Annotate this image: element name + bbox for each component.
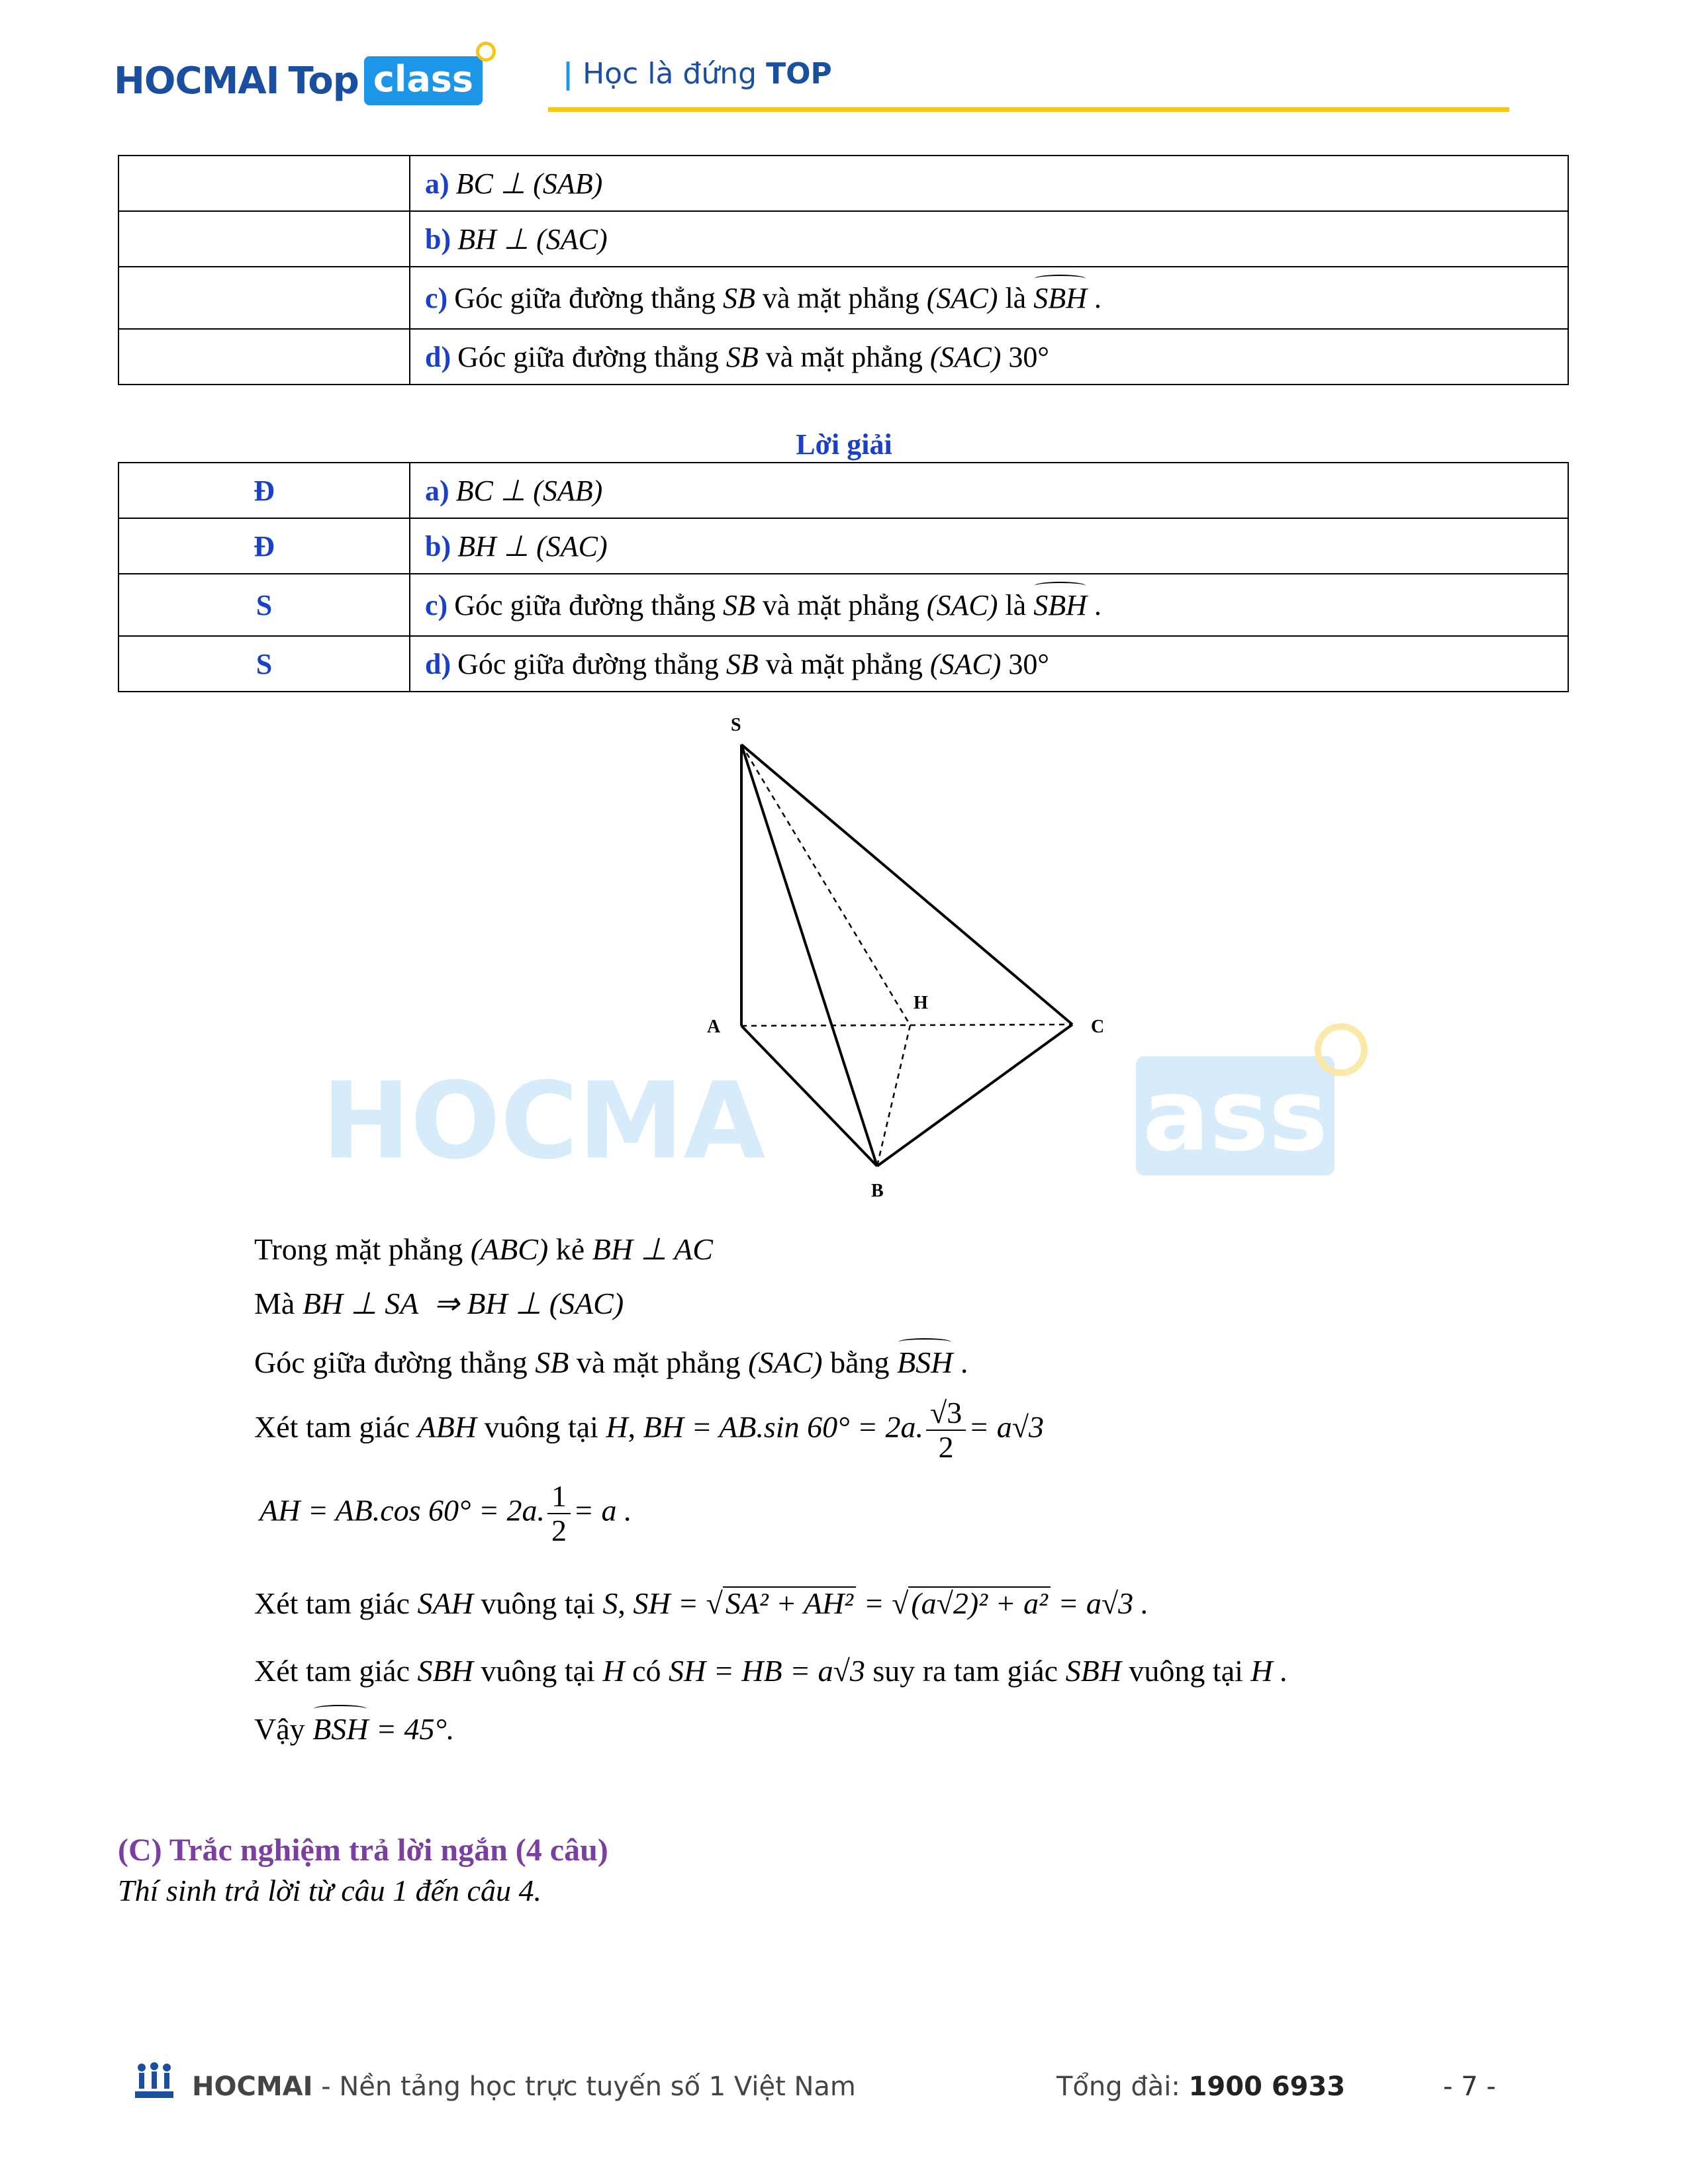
statement-text: và mặt phẳng [762, 588, 919, 621]
step-text: vuông tại [481, 1654, 595, 1688]
step-text: Mà [254, 1287, 295, 1320]
math: = [863, 1586, 884, 1620]
math: ABH [417, 1410, 477, 1444]
brand-class-text: class [373, 58, 474, 100]
slogan [563, 57, 832, 91]
watermark-text: HOCMA [322, 1059, 766, 1183]
statement-text: Góc giữa đường thẳng [457, 340, 719, 373]
statement-label: c) [425, 281, 448, 314]
math: AH = AB.cos 60° [259, 1493, 471, 1527]
statement-text: BH ⊥ (SAC) [457, 222, 608, 255]
math-sb: SB [722, 281, 755, 314]
step-text: Trong mặt phẳng [254, 1232, 463, 1266]
table-row [118, 463, 1568, 518]
solution-title: Lời giải [796, 428, 892, 461]
solution-table [118, 462, 1569, 692]
denominator: 2 [938, 1430, 954, 1464]
slogan-prefix: Học là đứng [583, 57, 757, 91]
hotline-number: 1900 6933 [1188, 2071, 1346, 2102]
math-sac: (SAC) [929, 340, 1002, 373]
statement-cell [410, 518, 1568, 574]
step-4 [254, 1396, 1044, 1464]
numerator: 1 [547, 1480, 571, 1514]
step-2 [254, 1285, 624, 1321]
step-text: Xét tam giác [254, 1654, 410, 1688]
math: H [602, 1654, 625, 1688]
math: SBH [417, 1654, 473, 1688]
brand-logo [114, 54, 483, 107]
statement-text: BC ⊥ (SAB) [455, 474, 603, 507]
statement-label: a) [425, 474, 449, 507]
footer-left [192, 2071, 856, 2102]
footer-brand-link[interactable]: HOCMAI [192, 2071, 313, 2102]
statement-cell [410, 329, 1568, 385]
watermark-badge-text: ass [1143, 1058, 1328, 1173]
statement-label: b) [425, 529, 451, 563]
math-sac: (SAC) [929, 647, 1002, 680]
sqrt-content: (a√2)² + a² [908, 1586, 1051, 1619]
step-text: vuông tại [484, 1410, 598, 1444]
statement-cell [410, 463, 1568, 518]
statement-text: và mặt phẳng [765, 340, 923, 373]
statement-text: Góc giữa đường thẳng [454, 281, 716, 314]
math: BH ⊥ AC [592, 1232, 713, 1266]
math-angle: BSH [312, 1712, 369, 1746]
point-label-a: A [707, 1017, 721, 1037]
math: SBH [1065, 1654, 1121, 1688]
statement-cell [410, 267, 1568, 329]
table-row [118, 211, 1568, 267]
step-8 [254, 1711, 454, 1747]
math-angle: BSH [897, 1345, 953, 1379]
point-label-b: B [871, 1181, 884, 1201]
page-number: - 7 - [1443, 2071, 1496, 2102]
brand-class [364, 56, 483, 105]
brand-top: Top [288, 59, 359, 103]
section-title: (C) Trắc nghiệm trả lời ngắn (4 câu) [118, 1833, 608, 1868]
statement-text: . [1094, 588, 1102, 621]
point-label-s: S [731, 715, 741, 735]
statement-cell [410, 636, 1568, 692]
statement-text: . [1094, 281, 1102, 314]
math-sac: (SAC) [926, 588, 998, 621]
statement-text: và mặt phẳng [765, 647, 923, 680]
math: SH = HB = a√3 [668, 1654, 865, 1688]
section-subtitle: Thí sinh trả lời từ câu 1 đến câu 4. [118, 1874, 541, 1907]
statement-text: BH ⊥ (SAC) [457, 529, 608, 563]
mark-cell: Đ [118, 463, 410, 518]
step-text: kẻ [555, 1232, 585, 1266]
edge-sh-hidden [741, 745, 910, 1025]
math-sb: SB [722, 588, 755, 621]
statement-text: Góc giữa đường thẳng [457, 647, 719, 680]
step-text: bằng [830, 1345, 890, 1379]
step-text: vuông tại [481, 1586, 595, 1620]
math: = 2a. [478, 1493, 545, 1527]
edge-sb [741, 745, 877, 1166]
step-text: suy ra tam giác [872, 1654, 1058, 1688]
statement-label: b) [425, 222, 451, 255]
math-angle: SBH [1033, 281, 1087, 314]
slogan-bold: TOP [766, 57, 832, 91]
statement-text: và mặt phẳng [762, 281, 919, 314]
mark-cell [118, 156, 410, 211]
statement-label: d) [425, 340, 451, 373]
edge-bc [877, 1024, 1072, 1166]
statement-text: là [1005, 588, 1027, 621]
math-sb: SB [726, 340, 759, 373]
statement-text: BC ⊥ (SAB) [455, 167, 603, 200]
mark-cell [118, 267, 410, 329]
watermark-badge [1136, 1056, 1335, 1175]
watermark-sun-icon [1315, 1023, 1368, 1076]
point-label-c: C [1091, 1017, 1105, 1037]
statement-label: d) [425, 647, 451, 680]
step-6: Xét tam giác SAH vuông tại S, SH = √SA² + AH² = √(a√2)² + a² = a√3 . [254, 1586, 1149, 1620]
math: = a√3 [968, 1410, 1045, 1444]
mark-cell [118, 211, 410, 267]
math: = 45°. [375, 1712, 455, 1746]
table-row [118, 156, 1568, 211]
point-label-h: H [914, 993, 928, 1013]
step-text: Xét tam giác [254, 1586, 410, 1620]
step-text: . [960, 1345, 968, 1379]
statement-text: Góc giữa đường thẳng [454, 588, 716, 621]
header-underline [548, 107, 1509, 112]
step-7 [254, 1653, 1288, 1688]
edge-ac-hidden [741, 1024, 1072, 1026]
table-row [118, 574, 1568, 636]
mark-cell: S [118, 574, 410, 636]
footer-tagline: - Nền tảng học trực tuyến số 1 Việt Nam [312, 2071, 856, 2102]
math: SH = [633, 1586, 699, 1620]
math: = a . [573, 1493, 632, 1527]
sun-icon [476, 42, 496, 62]
math-sb: SB [726, 647, 759, 680]
fraction [926, 1396, 966, 1464]
table-row [118, 267, 1568, 329]
math: BH ⊥ SA [302, 1287, 419, 1320]
math: SAH [417, 1586, 473, 1620]
step-text: có [632, 1654, 661, 1688]
math: BH = AB.sin 60° [643, 1410, 850, 1444]
step-5 [259, 1480, 632, 1547]
statement-text: là [1005, 281, 1027, 314]
hotline-label: Tổng đài: [1056, 2071, 1180, 2102]
numerator: √3 [926, 1396, 966, 1431]
step-text: vuông tại [1129, 1654, 1243, 1688]
step-text: và mặt phẳng [576, 1345, 741, 1379]
step-text: Xét tam giác [254, 1410, 410, 1444]
edge-ab [741, 1026, 877, 1166]
math: (SAC) [748, 1345, 823, 1379]
step-3 [254, 1345, 968, 1380]
math: H . [1250, 1654, 1288, 1688]
statement-text: 30° [1008, 647, 1049, 680]
fraction [547, 1480, 571, 1547]
question-table [118, 155, 1569, 385]
math: ⇒ BH ⊥ (SAC) [434, 1287, 624, 1320]
hocmai-logo-icon [132, 2061, 176, 2101]
math: H [606, 1410, 628, 1444]
denominator: 2 [551, 1514, 567, 1547]
sqrt-content: SA² + AH² [723, 1586, 856, 1619]
statement-cell [410, 156, 1568, 211]
math: S [602, 1586, 618, 1620]
footer-hotline [1056, 2071, 1345, 2102]
brand-main: HOCMAI [114, 59, 279, 103]
table-row [118, 636, 1568, 692]
table-row [118, 329, 1568, 385]
mark-cell [118, 329, 410, 385]
statement-text: 30° [1008, 340, 1049, 373]
mark-cell: Đ [118, 518, 410, 574]
statement-label: c) [425, 588, 448, 621]
separator-bar: | [563, 57, 574, 91]
mark-cell: S [118, 636, 410, 692]
math: = 2a. [857, 1410, 924, 1444]
statement-cell [410, 211, 1568, 267]
edge-sc [741, 745, 1072, 1024]
table-row [118, 518, 1568, 574]
math-sac: (SAC) [926, 281, 998, 314]
math: (ABC) [470, 1232, 549, 1266]
statement-cell [410, 574, 1568, 636]
step-text: Vậy [254, 1712, 305, 1746]
step-text: , [628, 1410, 636, 1444]
math-angle: SBH [1033, 588, 1087, 621]
pyramid-figure [688, 708, 1152, 1205]
statement-label: a) [425, 167, 449, 200]
math: = a√3 . [1058, 1586, 1149, 1620]
math: SB [535, 1345, 569, 1379]
step-text: , [618, 1586, 626, 1620]
step-text: Góc giữa đường thẳng [254, 1345, 528, 1379]
step-1 [254, 1231, 713, 1267]
